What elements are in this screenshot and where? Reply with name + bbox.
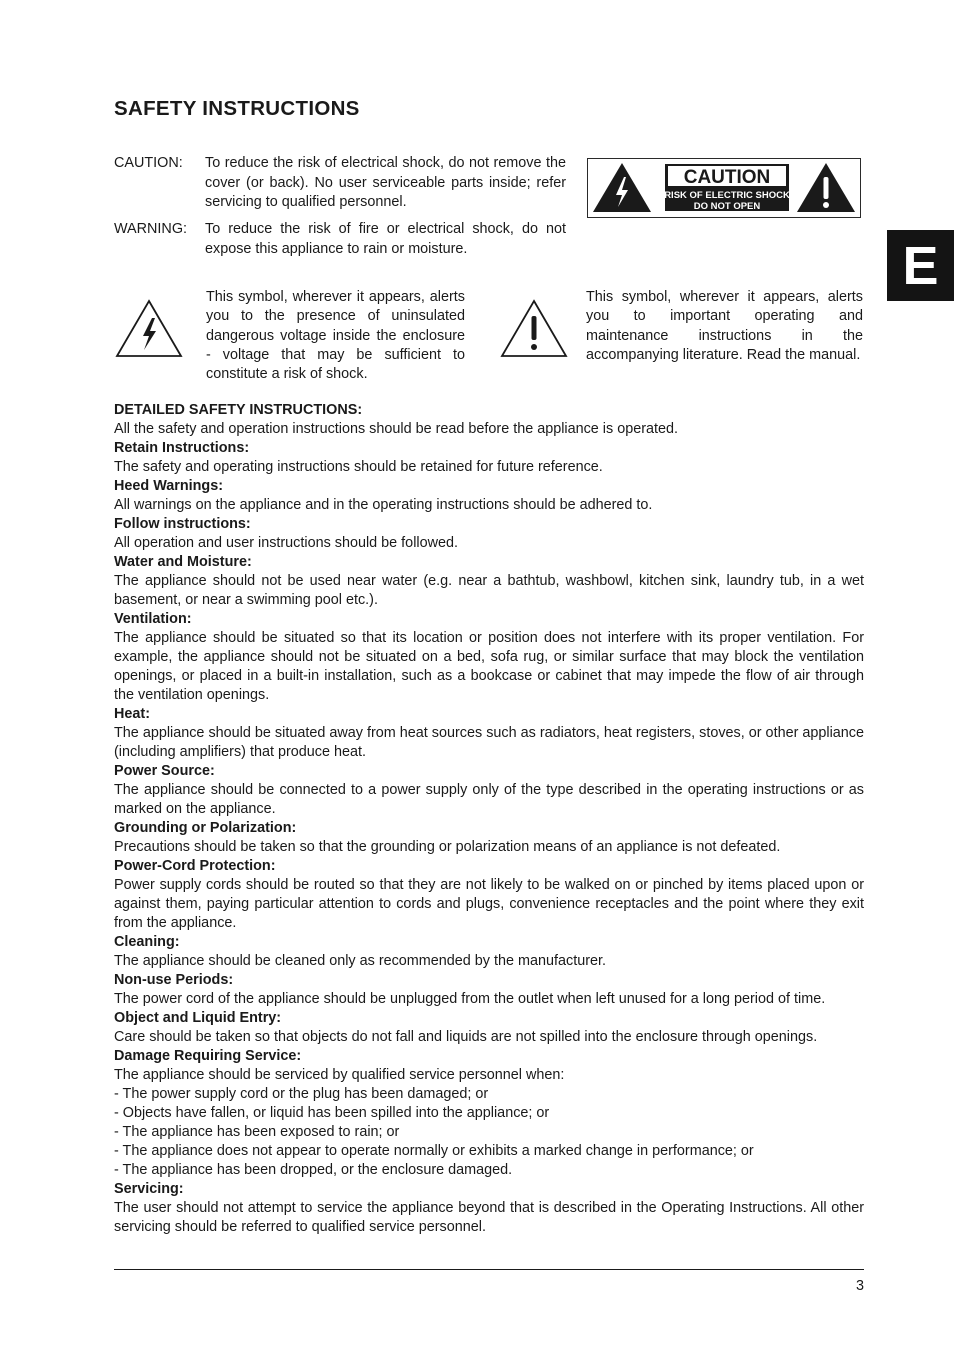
section-text: Precautions should be taken so that the grounding or polarization means of an appliance is not defeated.: [114, 839, 781, 855]
section-text: The appliance should be connected to a power supply only of the type described in the operating instructions or as marked on the appliance.: [114, 782, 864, 817]
warning-label: WARNING:: [114, 221, 188, 237]
section-text: - Objects have fallen, or liquid has been spilled into the appliance; or: [114, 1105, 550, 1121]
footer-divider: [114, 1269, 864, 1270]
caution-plate-line2: DO NOT OPEN: [693, 201, 761, 212]
detailed-safety-instructions: [114, 401, 864, 1237]
warning-notice: [114, 220, 566, 260]
section-heading: Grounding or Polarization:: [114, 820, 297, 836]
section-text: The appliance should not be used near water (e.g. near a bathtub, washbowl, kitchen sink, laundry tub, in a wet basement, or near a swimming pool etc.).: [114, 573, 864, 608]
section-heading: Servicing:: [114, 1181, 184, 1197]
section-text: The appliance should be cleaned only as recommended by the manufacturer.: [114, 953, 606, 969]
details-heading: DETAILED SAFETY INSTRUCTIONS:: [114, 402, 363, 418]
section-text: The appliance should be situated so that its location or position does not interfere with its proper ventilation. For example, the appliance should not be situated on a bed, sofa rug, or similar surface that may block the ventilation openings, or placed in a built-in installation, such as a bookcase or cabinet that may impede the flow of air through the ventilation openings.: [114, 630, 864, 703]
section-text: The appliance should be serviced by qualified service personnel when:: [114, 1067, 565, 1083]
caution-label: CAUTION:: [114, 155, 183, 171]
section-heading: Non-use Periods:: [114, 972, 234, 988]
lightning-symbol-text: This symbol, wherever it appears, alerts you to the presence of uninsulated dangerous voltage inside the enclosure - voltage that may be sufficient to constitute a risk of shock.: [206, 289, 465, 383]
caution-label-graphic: [587, 158, 861, 218]
exclamation-symbol-text: This symbol, wherever it appears, alerts you to important operating and maintenance instructions in the accompanying literature. Read the manual.: [586, 289, 863, 363]
section-text: - The appliance has been dropped, or the enclosure damaged.: [114, 1162, 513, 1178]
page-title: SAFETY INSTRUCTIONS: [114, 97, 360, 120]
section-heading: Water and Moisture:: [114, 554, 252, 570]
section-text: - The appliance has been exposed to rain; or: [114, 1124, 400, 1140]
section-text: Care should be taken so that objects do not fall and liquids are not spilled into the enclosure through openings.: [114, 1029, 818, 1045]
section-text: All operation and user instructions should be followed.: [114, 535, 458, 551]
section-heading: Ventilation:: [114, 611, 192, 627]
warning-text: To reduce the risk of fire or electrical shock, do not expose this appliance to rain or moisture.: [205, 221, 566, 257]
section-text: - The power supply cord or the plug has been damaged; or: [114, 1086, 489, 1102]
details-intro: All the safety and operation instructions should be read before the appliance is operated.: [114, 421, 679, 437]
section-text: The safety and operating instructions should be retained for future reference.: [114, 459, 603, 475]
section-text: The power cord of the appliance should be unplugged from the outlet when left unused for a long period of time.: [114, 991, 826, 1007]
page-number: 3: [855, 1278, 864, 1294]
section-heading: Object and Liquid Entry:: [114, 1010, 282, 1026]
section-heading: Power-Cord Protection:: [114, 858, 276, 874]
section-heading: Cleaning:: [114, 934, 180, 950]
language-tab: E: [887, 230, 954, 301]
section-heading: Power Source:: [114, 763, 215, 779]
section-text: The user should not attempt to service the appliance beyond that is described in the Operating Instructions. All other servicing should be referred to qualified service personnel.: [114, 1200, 864, 1235]
section-text: The appliance should be situated away from heat sources such as radiators, heat registers, stoves, or other appliance (including amplifiers) that produce heat.: [114, 725, 864, 760]
lightning-triangle-icon: [115, 298, 183, 358]
section-heading: Heed Warnings:: [114, 478, 224, 494]
caution-plate: [664, 164, 790, 212]
caution-notice: [114, 154, 566, 214]
section-text: - The appliance does not appear to operate normally or exhibits a marked change in performance; or: [114, 1143, 754, 1159]
exclamation-triangle-icon: [797, 163, 855, 212]
section-heading: Heat:: [114, 706, 150, 722]
section-heading: Retain Instructions:: [114, 440, 250, 456]
section-heading: Damage Requiring Service:: [114, 1048, 302, 1064]
caution-graphic-svg: [588, 159, 859, 216]
section-heading: Follow instructions:: [114, 516, 251, 532]
section-text: Power supply cords should be routed so that they are not likely to be walked on or pinched by items placed upon or against them, paying particular attention to cords and plugs, convenience receptacles and the point where they exit from the appliance.: [114, 877, 864, 931]
caution-text: To reduce the risk of electrical shock, do not remove the cover (or back). No user serviceable parts inside; refer servicing to qualified personnel.: [205, 155, 566, 210]
section-text: All warnings on the appliance and in the operating instructions should be adhered to.: [114, 497, 653, 513]
exclamation-triangle-icon: [500, 298, 568, 358]
caution-plate-line1: RISK OF ELECTRIC SHOCK: [664, 190, 790, 201]
caution-plate-heading: CAUTION: [683, 167, 771, 188]
lightning-triangle-icon: [593, 163, 651, 212]
